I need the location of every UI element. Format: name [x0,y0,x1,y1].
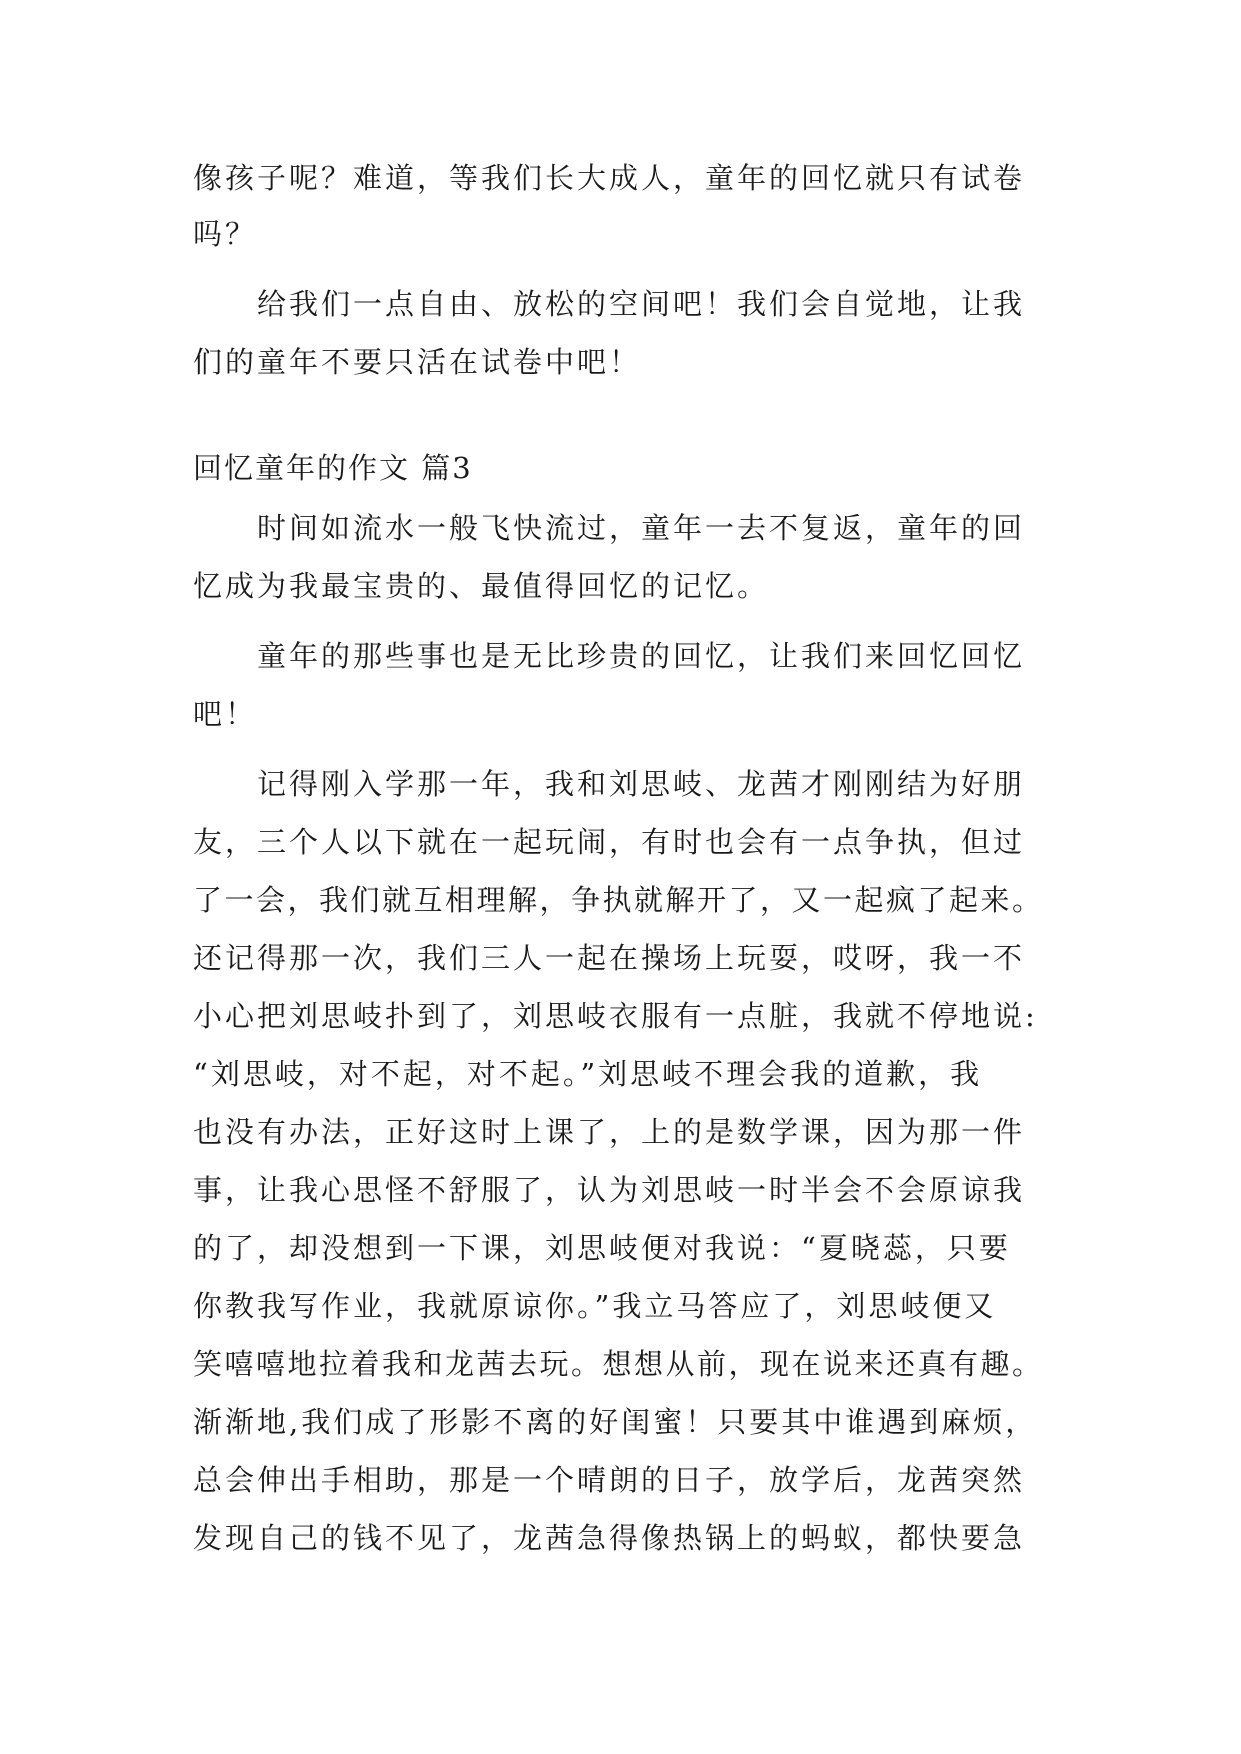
text-line: 童年的那些事也是无比珍贵的回忆，让我们来回忆回忆 [257,639,1026,673]
section-heading: 回忆童年的作文 篇3 [193,451,473,485]
text-line: 时间如流水一般飞快流过，童年一去不复返，童年的回 [257,511,1026,545]
text-line: 总会伸出手相助，那是一个晴朗的日子，放学后，龙茜突然 [193,1463,1026,1497]
text-line: 记得刚入学那一年，我和刘思岐、龙茜才刚刚结为好朋 [257,767,1026,801]
text-line: 发现自己的钱不见了，龙茜急得像热锅上的蚂蚁，都快要急 [193,1521,1026,1555]
text-line: 还记得那一次，我们三人一起在操场上玩耍，哎呀，我一不 [193,941,1026,975]
text-line: 忆成为我最宝贵的、最值得回忆的记忆。 [193,569,770,603]
text-line: 吗？ [193,217,258,251]
text-line: 笑嘻嘻地拉着我和龙茜去玩。想想从前，现在说来还真有趣。 [193,1347,1044,1381]
text-line: “刘思岐，对不起，对不起。”刘思岐不理会我的道歉，我 [193,1057,983,1091]
text-line: 渐渐地,我们成了形影不离的好闺蜜！只要其中谁遇到麻烦， [193,1405,1038,1439]
text-line: 们的童年不要只活在试卷中吧！ [193,345,642,379]
text-line: 你教我写作业，我就原谅你。”我立马答应了，刘思岐便又 [193,1289,997,1323]
text-line: 小心把刘思岐扑到了，刘思岐衣服有一点脏，我就不停地说: [193,999,1038,1033]
text-line: 友，三个人以下就在一起玩闹，有时也会有一点争执，但过 [193,825,1026,859]
text-line: 的了，却没想到一下课，刘思岐便对我说：“夏晓蕊，只要 [193,1231,1011,1265]
text-line: 了一会，我们就互相理解，争执就解开了，又一起疯了起来。 [193,883,1044,917]
text-line: 吧！ [193,697,258,731]
text-line: 给我们一点自由、放松的空间吧！我们会自觉地，让我 [257,287,1026,321]
text-line: 事，让我心思怪不舒服了，认为刘思岐一时半会不会原谅我 [193,1173,1026,1207]
text-line: 也没有办法，正好这时上课了，上的是数学课，因为那一件 [193,1115,1026,1149]
text-line: 像孩子呢？难道，等我们长大成人，童年的回忆就只有试卷 [193,161,1026,195]
